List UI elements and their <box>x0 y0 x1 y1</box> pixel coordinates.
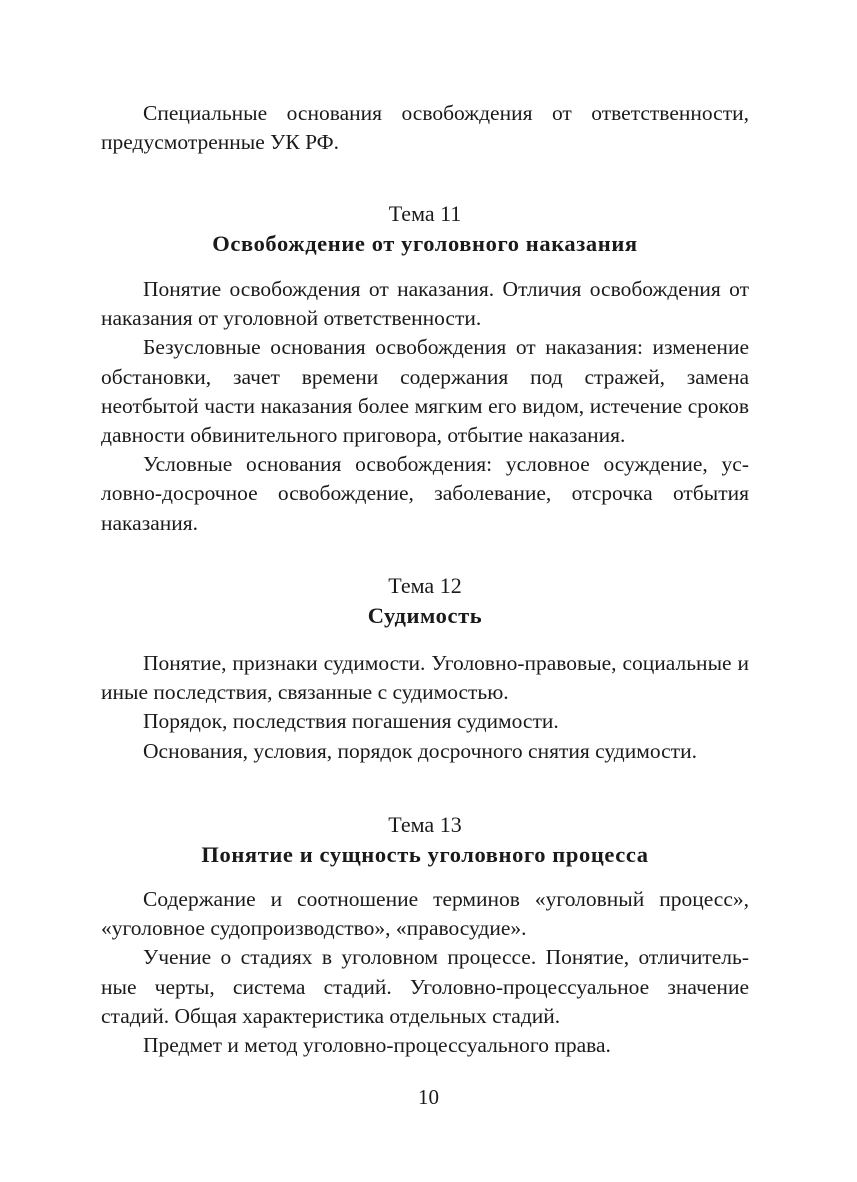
topic-title: Понятие и сущность уголовного процесса <box>201 842 649 867</box>
topic-11-body <box>101 275 749 538</box>
topic-number: Тема 12 <box>388 573 462 598</box>
page-number: 10 <box>418 1085 439 1109</box>
topic-title: Освобождение от уголовного наказания <box>212 231 638 256</box>
paragraph: Условные основания освобождения: условное осуждение, условно-досрочное освобождение, заболевание, отсрочка отбытия наказания. <box>101 452 749 535</box>
paragraph: Безусловные основания освобождения от наказания: изменение обстановки, зачет времени содержания под стражей, замена неотбытой части наказания более мягким его видом, истечение сроков давности обвинительного приговора, отбытие наказания. <box>101 335 749 448</box>
paragraph: Порядок, последствия погашения судимости. <box>143 709 559 734</box>
paragraph: Основания, условия, порядок досрочного снятия судимости. <box>143 738 697 763</box>
topic-13-heading <box>101 810 749 870</box>
paragraph: Понятие, признаки судимости. Уголовно-правовые, социальные и иные последствия, связанные с судимостью. <box>101 651 749 705</box>
topic-11-heading <box>101 199 749 259</box>
topic-number: Тема 11 <box>388 201 462 226</box>
topic-title: Судимость <box>367 603 483 628</box>
topic-13-body <box>101 885 749 1060</box>
topic-12-heading <box>101 571 749 631</box>
paragraph: Учение о стадиях в уголовном процессе. Понятие, отличительные черты, система стадий. Уголовно-процессуальное значение стадий. Общая характеристика отдельных стадий. <box>101 945 749 1028</box>
paragraph: Понятие освобождения от наказания. Отличия освобождения от наказания от уголовной ответственности. <box>101 277 749 331</box>
paragraph: Предмет и метод уголовно-процессуального права. <box>143 1033 611 1058</box>
paragraph: Содержание и соотношение терминов «уголовный процесс», «уголовное судопроизводство», «правосудие». <box>101 887 749 941</box>
topic-12-body <box>101 649 749 766</box>
intro-paragraph: Специальные основания освобождения от ответственности, предусмотренные УК РФ. <box>101 101 749 155</box>
topic-number: Тема 13 <box>388 812 462 837</box>
intro-text <box>101 99 749 157</box>
